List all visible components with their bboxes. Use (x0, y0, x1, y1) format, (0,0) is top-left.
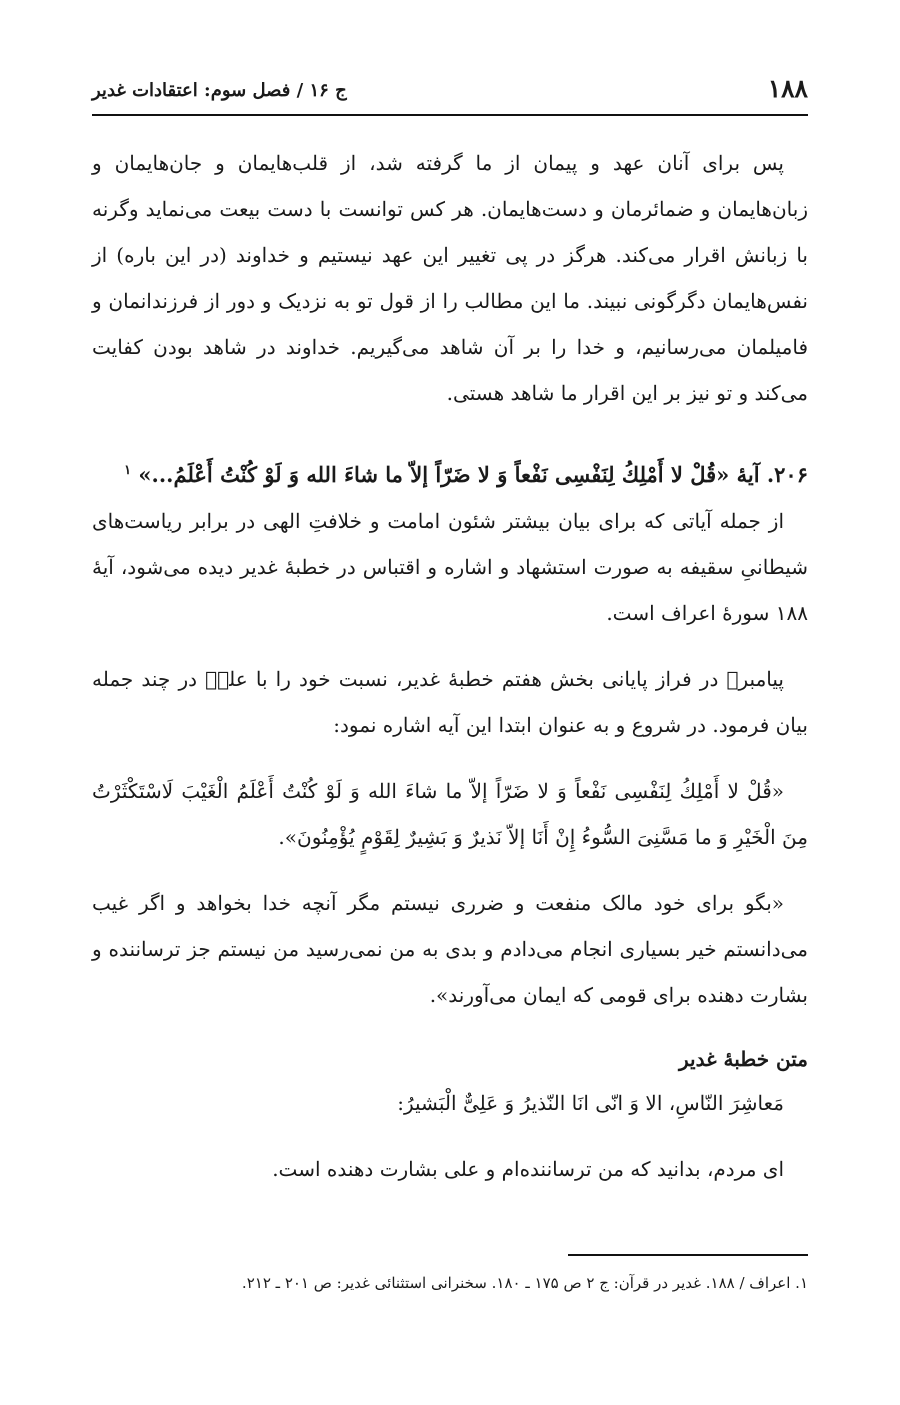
footnote: ۱. اعراف / ۱۸۸. غدیر در قرآن: ج ۲ ص ۱۷۵ ـ ۱۸۰. سخنرانی استثنائی غدیر: ص ۲۰۱ ـ ۲۱۲. (241, 1274, 808, 1292)
paragraph-covenant: پس برای آنان عهد و پیمان از ما گرفته شد، از قلب‌هایمان و جان‌هایمان و زبان‌هایمان و ضمائرمان و دست‌هایمان. هر کس توانست با دست بیعت می‌نماید وگرنه با زبانش اقرار می‌کند. هرگز در پی تغییر این عهد نیستیم و خداوند (در این باره) از نفس‌هایمان دگرگونی نبیند. ما این مطالب را از قول تو به نزدیک و دور از فرزندانمان و فامیلمان می‌رسانیم، و خدا را بر آن شاهد می‌گیریم. خداوند در شاهد بودن کفایت می‌کند و تو نیز بر این اقرار ما شاهد هستی. (92, 151, 808, 405)
footnote-reference: ۱ (124, 463, 132, 478)
book-page (92, 0, 808, 1405)
page-number: ۱۸۸ (767, 74, 808, 103)
section-heading (92, 452, 808, 498)
paragraph-intro: از جمله آیاتی که برای بیان بیشتر شئون امامت و خلافتِ الهی در برابر ریاست‌های شیطانیِ سقیفه به صورت استشهاد و اشاره و اقتباس در خطبهٔ غدیر دیده می‌شود، آیهٔ ۱۸۸ سورهٔ اعراف است. (92, 509, 808, 625)
page-header (92, 70, 808, 116)
verse-arabic: «قُلْ لا أَمْلِكُ لِنَفْسِی نَفْعاً وَ لا ضَرّاً إلاّ ما شاءَ الله وَ لَوْ كُنْتُ أَعْلَمُ الْغَیْبَ لَاسْتَكْثَرْتُ مِنَ الْخَیْرِ وَ ما مَسَّنِیَ السُّوءُ إِنْ أَنَا إلاّ نَذیرٌ وَ بَشِیرٌ لِقَوْمٍ یُؤْمِنُونَ». (92, 779, 808, 849)
running-title: ج ۱۶ / فصل سوم: اعتقادات غدیر (92, 80, 347, 101)
section-heading-text: ۲۰۶. آیهٔ «قُلْ لا أَمْلِكُ لِنَفْسِی نَفْعاً وَ لا ضَرّاً إلاّ ما شاءَ الله وَ لَوْ كُنْتُ أَعْلَمُ...» (138, 462, 808, 487)
footnote-divider (568, 1254, 808, 1256)
sermon-arabic: مَعاشِرَ النّاسِ، الا وَ انّی انَا النّذیرُ وَ عَلِیٌّ الْبَشیرُ: (397, 1091, 784, 1115)
paragraph-prophet: پیامبرﷺ در فراز پایانی بخش هفتم خطبهٔ غدیر، نسبت خود را با علیؑ در چند جمله بیان فرمود. در شروع و به عنوان ابتدا این آیه اشاره نمود: (92, 667, 808, 737)
sermon-subheading: متن خطبهٔ غدیر (679, 1047, 808, 1071)
sermon-translation: ای مردم، بدانید که من ترساننده‌ام و علی بشارت دهنده است. (272, 1157, 784, 1181)
page-content (92, 140, 808, 1192)
verse-translation: «بگو برای خود مالک منفعت و ضرری نیستم مگر آنچه خدا بخواهد و اگر غیب می‌دانستم خیر بسیاری انجام می‌دادم و بدی به من نمی‌رسید من نیستم جز ترساننده و بشارت دهنده برای قومی که ایمان می‌آورند». (92, 891, 808, 1007)
